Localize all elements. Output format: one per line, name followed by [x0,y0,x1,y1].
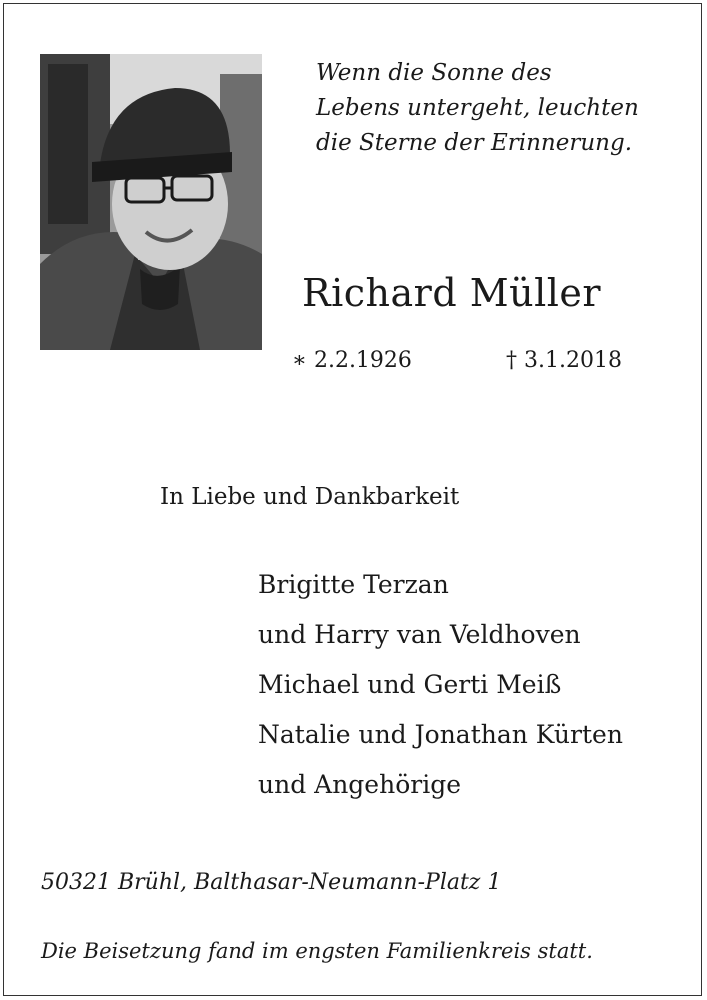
death-date [506,343,622,379]
portrait-photo [40,54,262,350]
mourner-line: und Angehörige [258,770,462,799]
quote-line: Lebens untergeht, leuchten [316,95,639,121]
death-date-value: 3.1.2018 [524,348,622,373]
deceased-name: Richard Müller [302,271,602,315]
mourners-list [258,560,623,810]
burial-notice: Die Beisetzung fand im engsten Familienkreis statt. [41,939,593,963]
mourner-line: und Harry van Veldhoven [258,620,581,649]
address-line: 50321 Brühl, Balthasar-Neumann-Platz 1 [41,870,502,895]
portrait-image [40,54,262,350]
birth-date-value: 2.2.1926 [313,348,412,373]
mourner-line: Brigitte Terzan [258,570,449,599]
dedication-line: In Liebe und Dankbarkeit [160,484,460,510]
mourner-line: Natalie und Jonathan Kürten [258,720,623,749]
birth-symbol: ∗ [292,348,307,373]
cross-icon: † [506,348,517,373]
quote-line: Wenn die Sonne des [316,60,552,86]
quote-line: die Sterne der Erinnerung. [316,130,633,156]
birth-date [292,343,412,379]
mourner-line: Michael und Gerti Meiß [258,670,562,699]
memorial-quote [316,56,686,161]
